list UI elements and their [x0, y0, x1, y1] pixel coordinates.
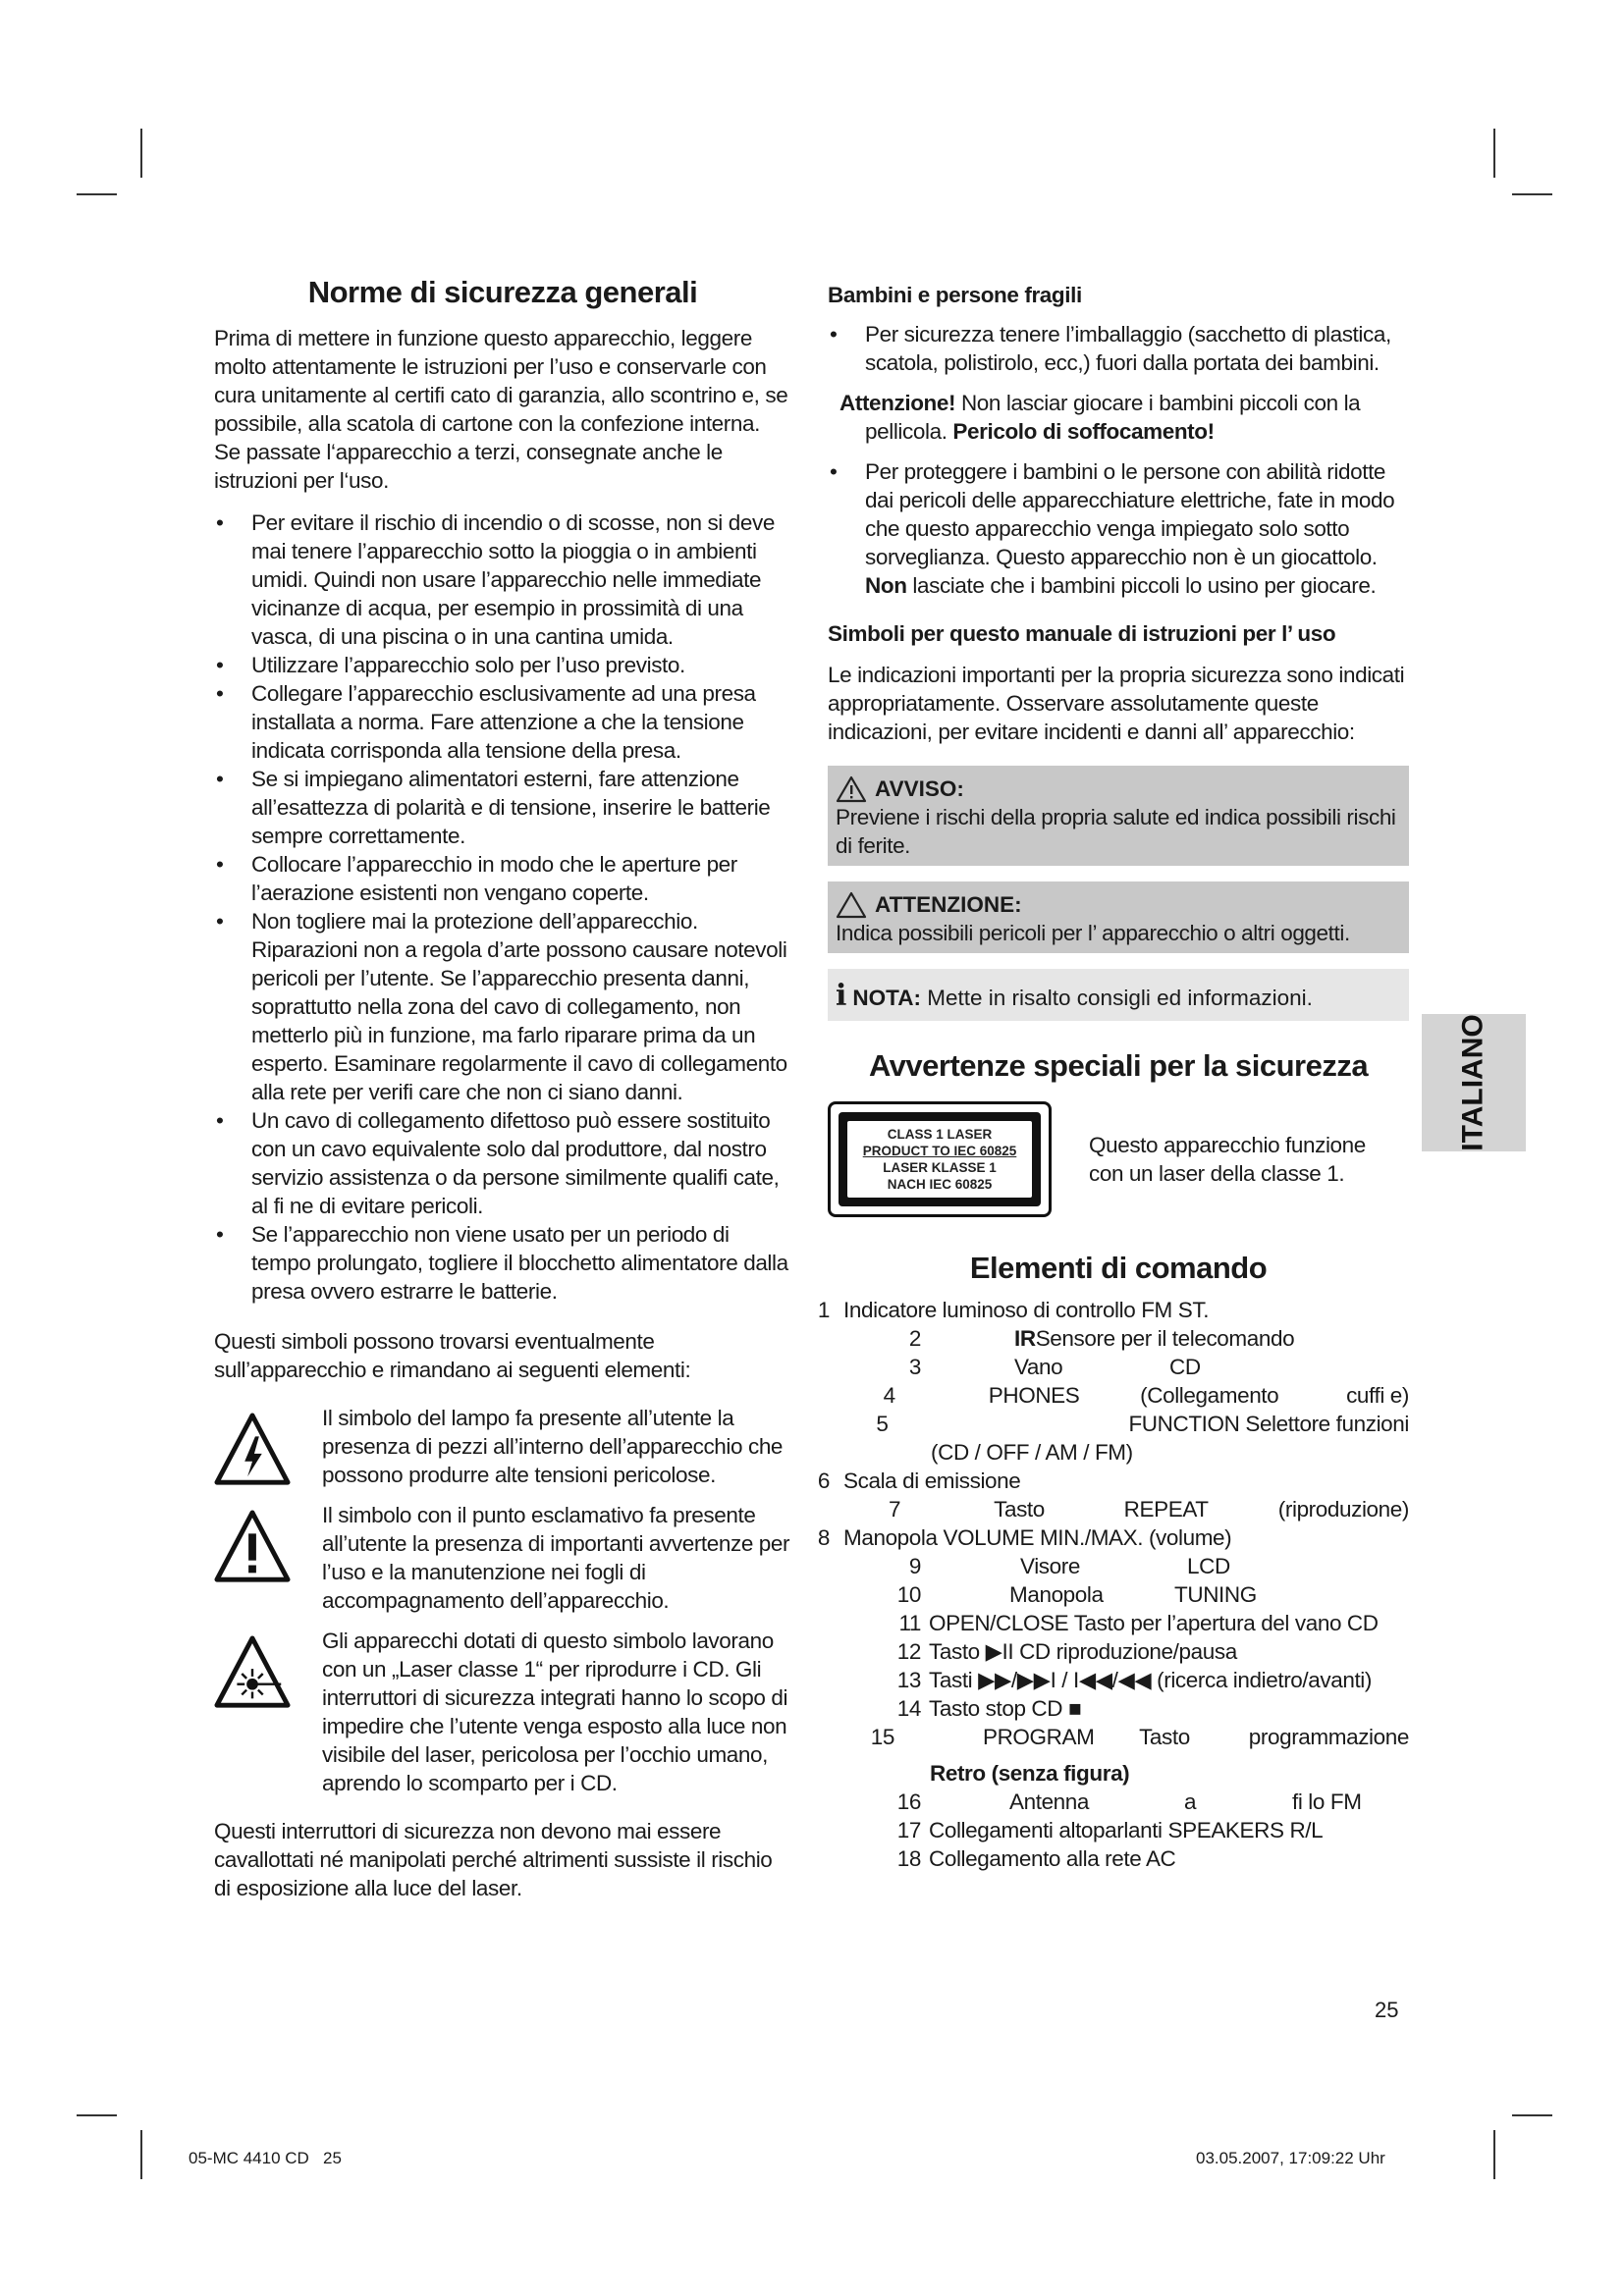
list-item: 2 IR Sensore per il telecomando [908, 1326, 1295, 1351]
laser-class-row [828, 1101, 1409, 1217]
avviso-text: Previene i rischi della propria salute ed indica possibili rischi di ferite. [836, 805, 1396, 858]
section-title-controls: Elementi di comando [969, 1251, 1268, 1285]
children-bullet-list-2 [828, 457, 1409, 600]
crop-mark [1493, 129, 1495, 178]
attenzione-title: ATTENZIONE: [875, 892, 1022, 917]
list-item: • Un cavo di collegamento difettoso può essere sostituito con un cavo equivalente solo dal produttore, dal nostro servizio assistenza o da persone similmente qualifi cate, al fi ne di evitare pericoli. [214, 1106, 791, 1220]
crop-mark [140, 2130, 142, 2179]
attention-label: Attenzione! [839, 391, 956, 415]
intro-paragraph: Prima di mettere in funzione questo apparecchio, leggere molto attentamente le istruzioni per l’uso e conservarle con cura unitamente al certifi cato di garanzia, allo scontrino e, se possibile, alla scatola di cartone con la confezione interna. Se passate l‘apparecchio a terzi, consegnate anche le istruzioni per l‘uso. [214, 326, 788, 493]
list-item: 11 OPEN/CLOSE Tasto per l’apertura del vano CD [898, 1611, 1379, 1635]
symbols-heading: Simboli per questo manuale di istruzioni per l’ uso [828, 621, 1336, 646]
laser-label-line: CLASS 1 LASER [887, 1127, 993, 1142]
symbol-text-laser: Gli apparecchi dotati di questo simbolo lavorano con un „Laser classe 1“ per riprodurre i CD. Gli interruttori di sicurezza integrati hanno lo scopo di impedire che l’utente venga esposto alla luce non visibile del laser, pericolosa per l’occhio umano, aprendo lo scomparto per i CD. [322, 1629, 788, 1795]
list-item: 5 FUNCTION Selettore funzioni [876, 1412, 1409, 1436]
symbol-row-laser [214, 1627, 791, 1797]
list-item: • Per sicurezza tenere l’imballaggio (sacchetto di plastica, scatola, polistirolo, ecc,) fuori dalla portata dei bambini. [828, 320, 1409, 377]
attenzione-box [828, 881, 1409, 953]
bullet-text: Per proteggere i bambini o le persone con abilità ridotte dai pericoli delle apparecchiature elettriche, fate in modo che questo apparecchio venga impiegato solo sotto sorveglianza. Questo apparecchio non è un giocattolo. [865, 459, 1395, 569]
laser-label-line: PRODUCT TO IEC 60825 [862, 1144, 1017, 1158]
bullet-text: lasciate che i bambini piccoli lo usino per giocare. [906, 573, 1377, 598]
exclamation-warning-icon [214, 1509, 291, 1585]
outro-paragraph: Questi interruttori di sicurezza non devono mai essere cavallottati né manipolati perché altrimenti sussiste il rischio di esposizione alla luce del laser. [214, 1819, 773, 1900]
list-item: • Utilizzare l’apparecchio solo per l’uso previsto. [214, 651, 791, 679]
info-icon: i [836, 979, 847, 1013]
list-item: 16 Antenna a fi lo FM [896, 1789, 1362, 1814]
section-title-safety: Norme di sicurezza generali [307, 275, 698, 309]
list-item: 15 PROGRAM Tasto programmazione [870, 1725, 1409, 1749]
symbols-intro: Questi simboli possono trovarsi eventualmente sull’apparecchio e rimandano ai seguenti elementi: [214, 1329, 691, 1382]
controls-list [808, 1296, 1409, 1873]
list-item: • Se si impiegano alimentatori esterni, fare attenzione all’esattezza di polarità e di tensione, inserire le batterie sempre correttamente. [214, 765, 791, 850]
list-item: 4 PHONES (Collegamento cuffi e) [883, 1383, 1409, 1408]
list-item: 14 Tasto stop CD ■ [896, 1696, 1082, 1721]
crop-mark [140, 129, 142, 178]
crop-mark [77, 193, 117, 195]
avviso-title: AVVISO: [875, 776, 964, 801]
laser-label-line: NACH IEC 60825 [887, 1177, 993, 1192]
footer-file-info: 05-MC 4410 CD 25 [189, 2149, 342, 2167]
list-item: 7 Tasto REPEAT (riproduzione) [888, 1497, 1409, 1522]
bullet-bold: Non [865, 573, 907, 598]
nota-box [828, 969, 1409, 1021]
symbol-text-exclamation: Il simbolo con il punto esclamativo fa presente all’utente la presenza di importanti avvertenze per l’uso e la manutenzione nei fogli di accompagnamento dell’apparecchio. [322, 1503, 790, 1613]
footer-timestamp: 03.05.2007, 17:09:22 Uhr [1196, 2149, 1385, 2167]
list-item: (CD / OFF / AM / FM) [931, 1440, 1133, 1465]
rear-subheading: Retro (senza figura) [930, 1761, 1130, 1786]
list-item: 12 Tasto ▶II CD riproduzione/pausa [896, 1639, 1237, 1664]
nota-text: Mette in risalto consigli ed informazioni. [920, 986, 1313, 1010]
list-item: • Per evitare il rischio di incendio o di scosse, non si deve mai tenere l’apparecchio sotto la pioggia o in ambienti umidi. Quindi non usare l’apparecchio nelle immediate vicinanze di acqua, per esempio in prossimità di una vasca, di una piscina o in una cantina umida. [214, 508, 791, 651]
attenzione-text: Indica possibili pericoli per l’ apparecchio o altri oggetti. [836, 921, 1350, 945]
children-heading: Bambini e persone fragili [828, 283, 1082, 307]
list-item: • Se l’apparecchio non viene usato per un periodo di tempo prolungato, togliere il blocchetto alimentatore dalla presa ovvero estrarre le batterie. [214, 1220, 791, 1306]
list-item: 9 Visore LCD [908, 1554, 1230, 1578]
language-tab [1422, 1014, 1526, 1151]
list-item: • Non togliere mai la protezione dell’apparecchio. Riparazioni non a regola d’arte possono causare notevoli pericoli per l’utente. Se l’apparecchio presenta danni, soprattutto nella zona del cavo di collegamento, non metterlo più in funzione, ma farlo riparare prima da un esperto. Esaminare regolarmente il cavo di collegamento alla rete per verifi care che non ci siano danni. [214, 907, 791, 1106]
attention-paragraph [828, 389, 1409, 446]
crop-mark [1512, 193, 1552, 195]
language-tab-label: ITALIANO [1457, 1014, 1489, 1151]
list-item: 13 Tasti ▶▶/▶▶I / I◀◀/◀◀ (ricerca indietro/avanti) [896, 1668, 1372, 1692]
page-number: 25 [1375, 1998, 1399, 2022]
list-item: 6 Scala di emissione [817, 1468, 1021, 1493]
symbol-row-lightning [214, 1404, 791, 1489]
list-item: • Collocare l’apparecchio in modo che le aperture per l’aerazione esistenti non vengano coperte. [214, 850, 791, 907]
laser-class-text: Questo apparecchio funzione con un laser della classe 1. [1089, 1133, 1366, 1186]
laser-warning-icon [214, 1634, 291, 1711]
attention-text: Non lasciar giocare i bambini piccoli con la pellicola. [865, 391, 1361, 444]
list-item: 10 Manopola TUNING [896, 1582, 1257, 1607]
right-column [817, 275, 1409, 1873]
nota-title: NOTA: [852, 986, 921, 1010]
crop-mark [1493, 2130, 1495, 2179]
crop-mark [77, 2114, 117, 2116]
safety-bullet-list [214, 508, 791, 1306]
list-item [828, 457, 1409, 600]
attention-bold: Pericolo di soffocamento! [952, 419, 1215, 444]
warning-triangle-icon [836, 775, 867, 803]
laser-label-line: LASER KLASSE 1 [883, 1160, 997, 1175]
lightning-warning-icon [214, 1412, 291, 1488]
list-item: 17 Collegamenti altoparlanti SPEAKERS R/L [896, 1818, 1324, 1842]
children-bullet-list [828, 320, 1409, 377]
list-item: 3 Vano CD [908, 1355, 1201, 1379]
crop-mark [1512, 2114, 1552, 2116]
list-item: 1 Indicatore luminoso di controllo FM ST. [817, 1298, 1210, 1322]
symbol-row-exclamation [214, 1501, 791, 1615]
list-item: 18 Collegamento alla rete AC [896, 1846, 1176, 1871]
laser-class-label [828, 1101, 1052, 1217]
symbols-text: Le indicazioni importanti per la propria sicurezza sono indicati appropriatamente. Osservare assolutamente queste indicazioni, per evitare incidenti e danni all’ apparecchio: [828, 663, 1405, 744]
warning-triangle-icon [836, 891, 867, 919]
symbol-text-lightning: Il simbolo del lampo fa presente all’utente la presenza di pezzi all’interno dell’apparecchio che possono produrre alte tensioni pericolose. [322, 1406, 784, 1487]
left-column [214, 275, 791, 1902]
avviso-box [828, 766, 1409, 866]
section-title-special: Avvertenze speciali per la sicurezza [868, 1048, 1369, 1083]
list-item: 8 Manopola VOLUME MIN./MAX. (volume) [817, 1525, 1232, 1550]
list-item: • Collegare l’apparecchio esclusivamente ad una presa installata a norma. Fare attenzione a che la tensione indicata corrisponda alla tensione della presa. [214, 679, 791, 765]
